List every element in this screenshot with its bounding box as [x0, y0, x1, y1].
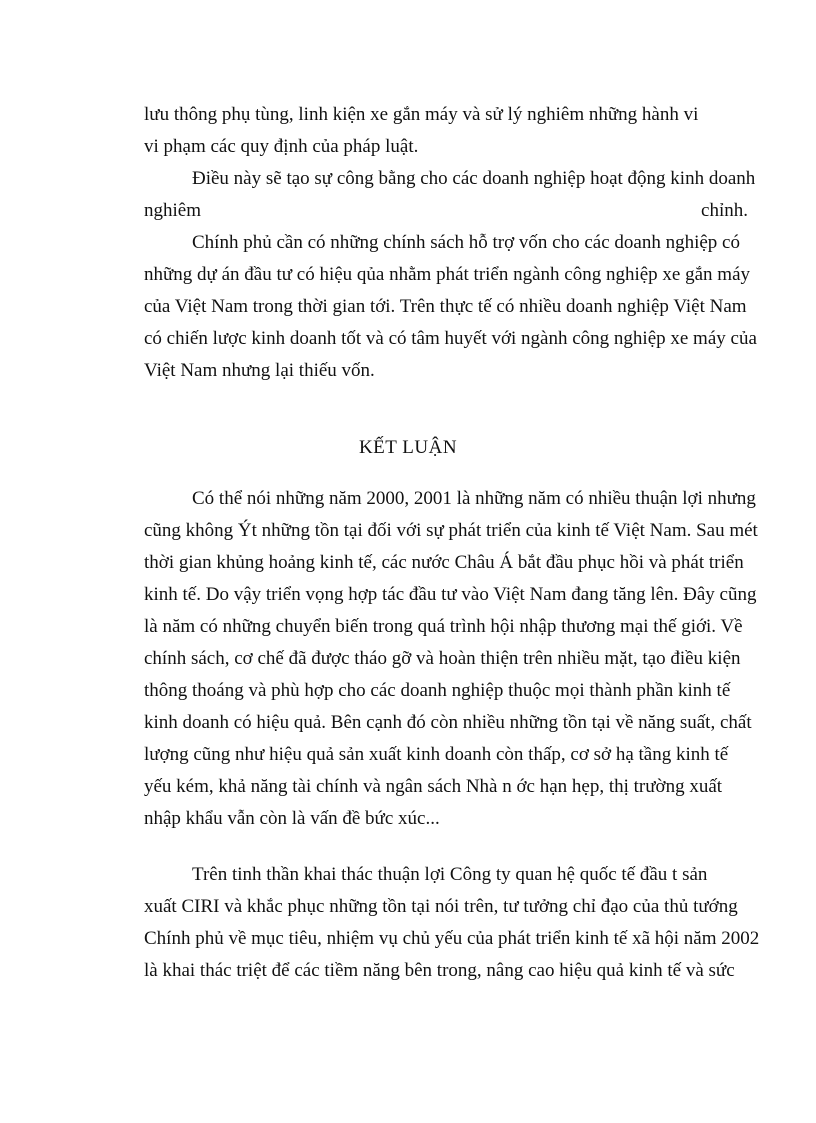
text-line: có chiến lược kinh doanh tốt và có tâm huyết với ngành công nghiệp xe máy của — [144, 328, 757, 349]
paragraph-conclusion — [144, 483, 758, 835]
text-line: kinh tế. Do vậy triển vọng hợp tác đầu tư vào Việt Nam đang tăng lên. Đây cũng — [144, 584, 757, 605]
text-line: Việt Nam nhưng lại thiếu vốn. — [144, 360, 375, 381]
text-line: Chính phủ về mục tiêu, nhiệm vụ chủ yếu của phát triển kinh tế xã hội năm 2002 — [144, 928, 760, 949]
text-line: yếu kém, khả năng tài chính và ngân sách Nhà n ớc hạn hẹp, thị trường xuất — [144, 776, 723, 797]
text-line: là khai thác triệt để các tiềm năng bên trong, nâng cao hiệu quả kinh tế và sức — [144, 960, 735, 981]
text-word: chỉnh. — [701, 200, 748, 221]
text-line: Chính phủ cần có những chính sách hỗ trợ vốn cho các doanh nghiệp có — [192, 232, 740, 253]
text-line: thời gian khủng hoảng kinh tế, các nước Châu Á bắt đầu phục hồi và phát triển — [144, 552, 744, 573]
text-line: những dự án đầu tư có hiệu qủa nhằm phát triển ngành công nghiệp xe gắn máy — [144, 264, 751, 285]
text-line: Có thể nói những năm 2000, 2001 là những năm có nhiều thuận lợi nhưng — [192, 488, 756, 509]
text-line: kinh doanh có hiệu quả. Bên cạnh đó còn nhiều những tồn tại về năng suất, chất — [144, 712, 752, 733]
text-line: cũng không Ýt những tồn tại đối với sự phát triển của kinh tế Việt Nam. Sau mét — [144, 520, 758, 541]
text-line-justified — [144, 195, 748, 227]
text-line: là năm có những chuyển biến trong quá trình hội nhập thương mại thế giới. Về — [144, 616, 743, 637]
text-line: Điều này sẽ tạo sự công bằng cho các doanh nghiệp hoạt động kinh doanh — [192, 168, 756, 189]
paragraph-continuation — [144, 99, 748, 163]
paragraph-fairness — [144, 163, 756, 227]
text-line: vi phạm các quy định của pháp luật. — [144, 136, 419, 157]
text-line: thông thoáng và phù hợp cho các doanh nghiệp thuộc mọi thành phần kinh tế — [144, 680, 731, 701]
text-line: xuất CIRI và khắc phục những tồn tại nói trên, tư tưởng chỉ đạo của thủ tướng — [144, 896, 738, 917]
text-line: lưu thông phụ tùng, linh kiện xe gắn máy và sử lý nghiêm những hành vi — [144, 104, 699, 125]
text-line: chính sách, cơ chế đã được tháo gỡ và hoàn thiện trên nhiều mặt, tạo điều kiện — [144, 648, 741, 669]
text-line: của Việt Nam trong thời gian tới. Trên thực tế có nhiều doanh nghiệp Việt Nam — [144, 296, 747, 317]
paragraph-ciri-spirit — [144, 859, 760, 987]
text-line: nhập khẩu vẫn còn là vấn đề bức xúc... — [144, 808, 440, 829]
text-line: Trên tinh thần khai thác thuận lợi Công ty quan hệ quốc tế đầu t sản — [192, 864, 708, 885]
text-word: nghiêm — [144, 200, 201, 221]
paragraph-capital-support — [144, 227, 757, 387]
text-line: lượng cũng như hiệu quả sản xuất kinh doanh còn thấp, cơ sở hạ tầng kinh tế — [144, 744, 729, 765]
section-heading: KẾT LUẬN — [358, 437, 458, 458]
